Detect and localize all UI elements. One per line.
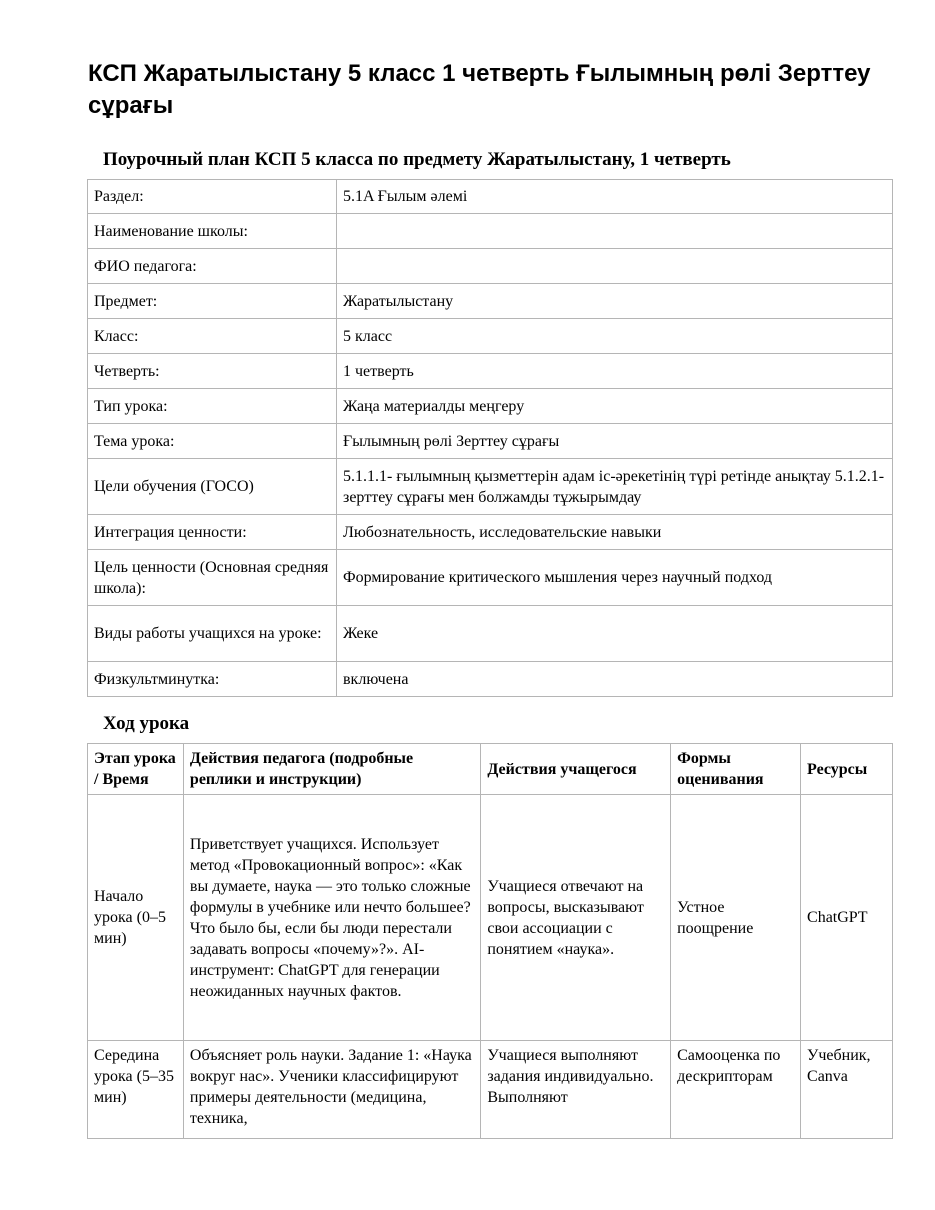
info-value: Жаңа материалды меңгеру	[337, 389, 893, 424]
lesson-info-table	[87, 179, 893, 697]
info-row	[88, 214, 893, 249]
stage-cell: Середина урока (5–35 мин)	[88, 1041, 184, 1139]
teacher-actions-cell: Приветствует учащихся. Использует метод «Провокационный вопрос»: «Как вы думаете, наука — это только сложные формулы в учебнике или нечто большее? Что было бы, если бы люди перестали задавать вопросы «почему»?». AI-инструмент: ChatGPT для генерации неожиданных научных фактов.	[183, 795, 480, 1041]
header-assessment: Формы оценивания	[671, 744, 801, 795]
course-heading: Ход урока	[103, 713, 190, 734]
lesson-table-header-row	[88, 744, 893, 795]
student-actions-cell: Учащиеся выполняют задания индивидуально. Выполняют	[481, 1041, 671, 1139]
assessment-cell: Самооценка по дескрипторам	[671, 1041, 801, 1139]
info-row	[88, 662, 893, 697]
info-value: 5.1.1.1- ғылымның қызметтерін адам іс-әрекетінің түрі ретінде анықтау 5.1.2.1- зерттеу сұрағы мен болжамды тұжырымдау	[337, 459, 893, 515]
header-resources: Ресурсы	[801, 744, 893, 795]
info-label: Четверть:	[88, 354, 337, 389]
info-label: Тип урока:	[88, 389, 337, 424]
lesson-row	[88, 1041, 893, 1139]
student-actions-cell: Учащиеся отвечают на вопросы, высказывают свои ассоциации с понятием «наука».	[481, 795, 671, 1041]
info-row	[88, 249, 893, 284]
info-value	[337, 214, 893, 249]
info-row	[88, 180, 893, 214]
info-label: Тема урока:	[88, 424, 337, 459]
info-value: 1 четверть	[337, 354, 893, 389]
info-row	[88, 515, 893, 550]
resources-cell: Учебник, Canva	[801, 1041, 893, 1139]
info-value: включена	[337, 662, 893, 697]
info-label: Предмет:	[88, 284, 337, 319]
lesson-course-table	[87, 743, 893, 1139]
assessment-cell: Устное поощрение	[671, 795, 801, 1041]
info-row	[88, 389, 893, 424]
info-row	[88, 606, 893, 662]
info-label: Наименование школы:	[88, 214, 337, 249]
info-value: Любознательность, исследовательские навыки	[337, 515, 893, 550]
info-label: Раздел:	[88, 180, 337, 214]
lesson-row	[88, 795, 893, 1041]
header-student-actions: Действия учащегося	[481, 744, 671, 795]
info-label: ФИО педагога:	[88, 249, 337, 284]
resources-cell: ChatGPT	[801, 795, 893, 1041]
info-value: Жаратылыстану	[337, 284, 893, 319]
info-label: Интеграция ценности:	[88, 515, 337, 550]
info-value: Ғылымның рөлі Зерттеу сұрағы	[337, 424, 893, 459]
info-value: 5.1A Ғылым әлемі	[337, 180, 893, 214]
info-row	[88, 550, 893, 606]
info-label: Виды работы учащихся на уроке:	[88, 606, 337, 662]
plan-heading: Поурочный план КСП 5 класса по предмету Жаратылыстану, 1 четверть	[103, 149, 731, 170]
header-stage: Этап урока / Время	[88, 744, 184, 795]
info-value: Формирование критического мышления через научный подход	[337, 550, 893, 606]
document-title: КСП Жаратылыстану 5 класс 1 четверть Ғылымның рөлі Зерттеу сұрағы	[88, 60, 871, 119]
teacher-actions-cell: Объясняет роль науки. Задание 1: «Наука вокруг нас». Ученики классифицируют примеры деятельности (медицина, техника,	[183, 1041, 480, 1139]
info-label: Цели обучения (ГОСО)	[88, 459, 337, 515]
stage-cell: Начало урока (0–5 мин)	[88, 795, 184, 1041]
info-value: Жеке	[337, 606, 893, 662]
header-teacher-actions: Действия педагога (подробные реплики и инструкции)	[183, 744, 480, 795]
info-label: Физкультминутка:	[88, 662, 337, 697]
info-value: 5 класс	[337, 319, 893, 354]
info-row	[88, 459, 893, 515]
info-row	[88, 284, 893, 319]
info-row	[88, 424, 893, 459]
info-value	[337, 249, 893, 284]
info-label: Класс:	[88, 319, 337, 354]
info-row	[88, 319, 893, 354]
info-row	[88, 354, 893, 389]
info-label: Цель ценности (Основная средняя школа):	[88, 550, 337, 606]
